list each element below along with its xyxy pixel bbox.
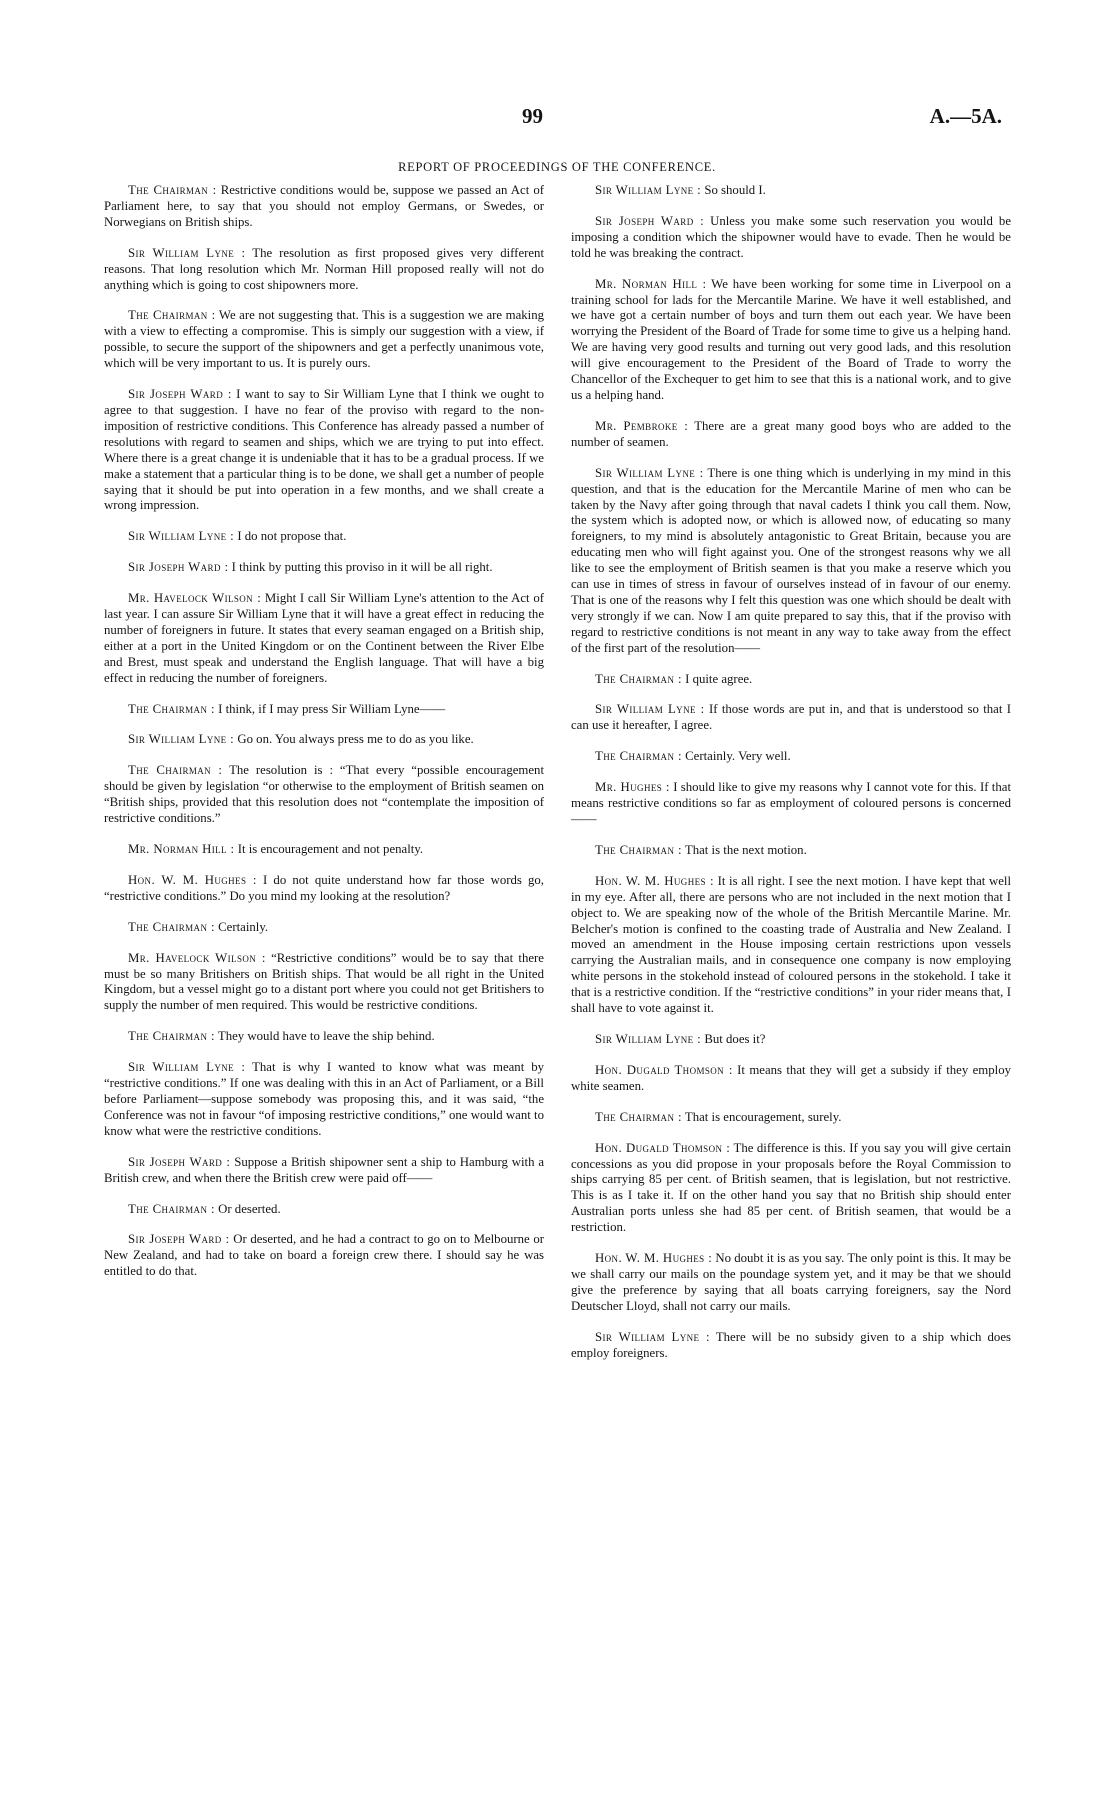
paragraph: [571, 1110, 1011, 1126]
speaker-name: Sir Joseph Ward :: [595, 213, 705, 228]
speech-text: There is one thing which is underlying in my mind in this question, and that is the education for the Mercantile Marine of men who can be taken by the Navy after going through that naval cadets I think you call them. Now, the system which is adopted now, or which is allowed now, of educating so many foreigners, to my mind is absolutely antagonistic to Great Britain, because you are educating men who will fight against you. One of the strongest reasons why we all like to see the employment of British seamen is that you make a reserve which you can use in times of stress in favour of ourselves instead of in favour of our enemy. That is one of the reasons why I felt this question was one which should be dealt with very strongly if we can. Now I am quite prepared to say this, that if the proviso with regard to restrictive conditions is not meant in any way to take away from the effect of the first part of the resolution——: [571, 465, 1012, 655]
paragraph: [104, 560, 544, 576]
speech-text: Or deserted.: [218, 1201, 281, 1216]
paragraph: [571, 277, 1011, 404]
speech-text: It means that they will get a subsidy if they employ white seamen.: [571, 1062, 1011, 1093]
paragraph: [571, 749, 1011, 765]
paragraph: [571, 419, 1011, 451]
paragraph: [104, 763, 544, 827]
speaker-name: Sir William Lyne :: [595, 465, 704, 480]
speech-text: Certainly.: [218, 919, 269, 934]
speaker-name: Sir William Lyne :: [595, 183, 702, 197]
paragraph: [104, 308, 544, 372]
paragraph: [571, 843, 1011, 859]
speech-text: That is why I wanted to know what was meant by “restrictive conditions.” If one was dealing with this in an Act of Parliament, or a Bill before Parliament—suppose somebody was proposing this, and it was said, “the Conference was not in favour “of imposing restrictive conditions,” one would want to know what were the restrictive conditions.: [104, 1060, 544, 1138]
right-column: [571, 183, 1011, 1376]
speaker-name: Sir William Lyne :: [128, 245, 246, 260]
paragraph: [104, 1029, 544, 1045]
speech-text: I think, if I may press Sir William Lyne——: [218, 701, 446, 716]
speech-text: No doubt it is as you say. The only point is this. It may be we shall carry our mails on the poundage system yet, and it may be that we should give the preference by saying that all boats carrying foreigners, say the Nord Deutscher Lloyd, shall not carry our mails.: [571, 1251, 1011, 1313]
speaker-name: Sir Joseph Ward :: [128, 560, 229, 575]
speech-text: It is encouragement and not penalty.: [237, 842, 424, 856]
speaker-name: Hon. Dugald Thomson :: [595, 1062, 733, 1077]
speech-text: “Restrictive conditions” would be to say that there must be so many Britishers on British ships. That would be all right in the United Kingdom, but a vessel might go to a distant port where you could not get Britishers to supply the number of men required. This would be restrictive conditions.: [104, 950, 544, 1013]
speaker-name: Mr. Pembroke :: [595, 418, 689, 433]
speaker-name: Sir Joseph Ward :: [128, 1154, 231, 1169]
speaker-name: The Chairman :: [128, 1029, 215, 1044]
speech-text: It is all right. I see the next motion. I have kept that well in my eye. After all, there are persons who are not included in the next motion that I object to. We are speaking now of the whole of the British Mercantile Marine. Mr. Belcher's motion is confined to the coasting trade of Australia and New Zealand. I moved an amendment in the House imposing certain restrictions upon vessels carrying the Australian mails, and in consequence one company is now employing white persons in the stokehold instead of coloured persons in the stokehold. I take it that is a restrictive condition. If the “restrictive conditions” in your rider means that, I shall have to vote against it.: [571, 873, 1012, 1016]
speaker-name: Hon. W. M. Hughes :: [128, 872, 257, 887]
paragraph: [104, 732, 544, 748]
speaker-name: Sir William Lyne :: [128, 529, 235, 544]
paragraph: [104, 246, 544, 294]
speech-text: Go on. You always press me to do as you like.: [237, 732, 474, 747]
paragraph: [104, 920, 544, 936]
page-number: 99: [522, 104, 543, 128]
speaker-name: Sir William Lyne :: [595, 702, 705, 717]
speech-text: So should I.: [704, 183, 766, 197]
paragraph: [104, 183, 544, 231]
paragraph: [571, 1141, 1011, 1236]
speaker-name: Sir William Lyne :: [128, 1060, 246, 1075]
speech-text: There will be no subsidy given to a ship which does employ foreigners.: [571, 1329, 1011, 1360]
paragraph: [104, 529, 544, 545]
speaker-name: Mr. Norman Hill :: [595, 276, 707, 291]
paragraph: [104, 387, 544, 514]
paragraph: [571, 1330, 1011, 1362]
speech-text: But does it?: [704, 1031, 766, 1046]
paragraph: [104, 873, 544, 905]
left-column: [104, 183, 544, 1295]
speech-text: If those words are put in, and that is understood so that I can use it hereafter, I agree.: [571, 702, 1012, 733]
paragraph: [571, 466, 1011, 657]
paragraph: [571, 672, 1011, 688]
speech-text: The resolution as first proposed gives very different reasons. That long resolution which Mr. Norman Hill proposed really will not do anything which is going to cost shipowners more.: [104, 245, 545, 292]
speech-text: Suppose a British shipowner sent a ship to Hamburg with a British crew, and when there the British crew were paid off——: [104, 1154, 544, 1185]
speech-text: I quite agree.: [685, 671, 753, 686]
paragraph: [571, 1063, 1011, 1095]
paragraph: [571, 183, 1011, 199]
paragraph: [571, 780, 1011, 828]
speaker-name: Sir William Lyne :: [595, 1329, 710, 1344]
paragraph: [104, 951, 544, 1015]
paragraph: [104, 842, 544, 858]
speech-text: I think by putting this proviso in it will be all right.: [231, 560, 493, 575]
speaker-name: Mr. Norman Hill :: [128, 842, 235, 856]
paragraph: [571, 874, 1011, 1017]
paragraph: [571, 214, 1011, 262]
speaker-name: The Chairman :: [595, 671, 682, 686]
speech-text: Might I call Sir William Lyne's attention to the Act of last year. I can assure Sir William Lyne that it will have a great effect in reducing the number of foreigners in future. It states that every seaman engaged on a British ship, either at a port in the United Kingdom or on the Continent between the River Elbe and Brest, must speak and understand the English language. That will have a big effect in reducing the number of foreigners.: [104, 591, 544, 685]
speech-text: The resolution is : “That every “possible encouragement should be given by legislation “or otherwise to the employment of British seamen on “British ships, provided that this resolution does not “contemplate the imposition of restrictive conditions.”: [104, 763, 545, 826]
speech-text: Certainly. Very well.: [685, 749, 791, 764]
speaker-name: The Chairman :: [128, 919, 215, 934]
speaker-name: The Chairman :: [128, 701, 215, 716]
speaker-name: Hon. Dugald Thomson :: [595, 1140, 731, 1155]
paragraph: [104, 1060, 544, 1140]
speech-text: That is encouragement, surely.: [684, 1109, 842, 1124]
speaker-name: The Chairman :: [128, 308, 216, 323]
speaker-name: Sir Joseph Ward :: [128, 387, 232, 402]
speaker-name: Mr. Havelock Wilson :: [128, 591, 262, 606]
paragraph: [571, 1251, 1011, 1315]
speaker-name: The Chairman :: [128, 183, 217, 197]
speech-text: We are not suggesting that. This is a suggestion we are making with a view to effecting a compromise. This is simply our suggestion with a view, if possible, to secure the support of the shipowners and get a perfectly unanimous vote, which will be very important to us. It is purely ours.: [104, 308, 545, 371]
paragraph: [104, 591, 544, 686]
speaker-name: The Chairman :: [595, 749, 682, 764]
page-reference: A.—5A.: [929, 104, 1002, 128]
speaker-name: Mr. Havelock Wilson :: [128, 950, 266, 965]
speaker-name: Sir William Lyne :: [595, 1031, 702, 1046]
paragraph: [571, 702, 1011, 734]
speech-text: I do not propose that.: [237, 529, 347, 544]
paragraph: [104, 702, 544, 718]
speech-text: The difference is this. If you say you will give certain concessions as you did propose in your proposals before the Royal Commission to ships carrying 85 per cent. of British seamen, that is legislation, but not restrictive. This is as I take it. If on the other hand you say that no British ship should enter Australian ports unless she had 85 per cent. of British seamen, that would be a restriction.: [571, 1140, 1011, 1235]
speech-text: Or deserted, and he had a contract to go on to Melbourne or New Zealand, and had to take on board a foreign crew there. I should say he was entitled to do that.: [104, 1232, 544, 1279]
speech-text: They would have to leave the ship behind.: [217, 1029, 435, 1044]
speech-text: There are a great many good boys who are added to the number of seamen.: [571, 418, 1011, 449]
speaker-name: Hon. W. M. Hughes :: [595, 1251, 713, 1266]
paragraph: [571, 1032, 1011, 1048]
running-title: REPORT OF PROCEEDINGS OF THE CONFERENCE.: [398, 160, 716, 174]
paragraph: [104, 1232, 544, 1280]
speech-text: Restrictive conditions would be, suppose we passed an Act of Parliament here, to say that you should not employ Germans, or Swedes, or Norwegians on British ships.: [104, 183, 544, 229]
speaker-name: The Chairman :: [128, 763, 223, 778]
speaker-name: The Chairman :: [128, 1201, 215, 1216]
speech-text: I do not quite understand how far those words go, “restrictive conditions.” Do you mind my looking at the resolution?: [104, 872, 544, 903]
paragraph: [104, 1202, 544, 1218]
speaker-name: Sir Joseph Ward :: [128, 1232, 230, 1247]
speech-text: That is the next motion.: [684, 842, 807, 857]
speaker-name: Mr. Hughes :: [595, 780, 670, 795]
speech-text: Unless you make some such reservation you would be imposing a condition which the shipowner would have to evade. Then he would be told he was breaking the contract.: [571, 213, 1011, 260]
speech-text: I should like to give my reasons why I cannot vote for this. If that means restrictive conditions so far as employment of coloured persons is concerned——: [571, 780, 1011, 826]
speech-text: We have been working for some time in Liverpool on a training school for lads for the Mercantile Marine. We have it well established, and we have got a certain number of boys and turn them out each year. We have been worrying the President of the Board of Trade for some time to give us a helping hand. We are having very good results and turning out very good lads, and this resolution will give encouragement to the President of the Board of Trade to worry the Chancellor of the Exchequer to get him to see that this is a national work, and to give us a helping hand.: [571, 276, 1012, 402]
speech-text: I want to say to Sir William Lyne that I think we ought to agree to that suggestion. I have no fear of the proviso with regard to the non-imposition of restrictive conditions. This Conference has already passed a number of resolutions with regard to seamen and ships, which we are trying to put into effect. Where there is a great change it is undeniable that it has to be a gradual process. If we make a statement that a particular thing is to be done, we shall get a number of people saying that it should be put into operation in a few months, and we shall create a wrong impression.: [104, 387, 544, 513]
speaker-name: Hon. W. M. Hughes :: [595, 873, 714, 888]
speaker-name: Sir William Lyne :: [128, 732, 235, 747]
paragraph: [104, 1155, 544, 1187]
speaker-name: The Chairman :: [595, 1109, 682, 1124]
speaker-name: The Chairman :: [595, 842, 682, 857]
